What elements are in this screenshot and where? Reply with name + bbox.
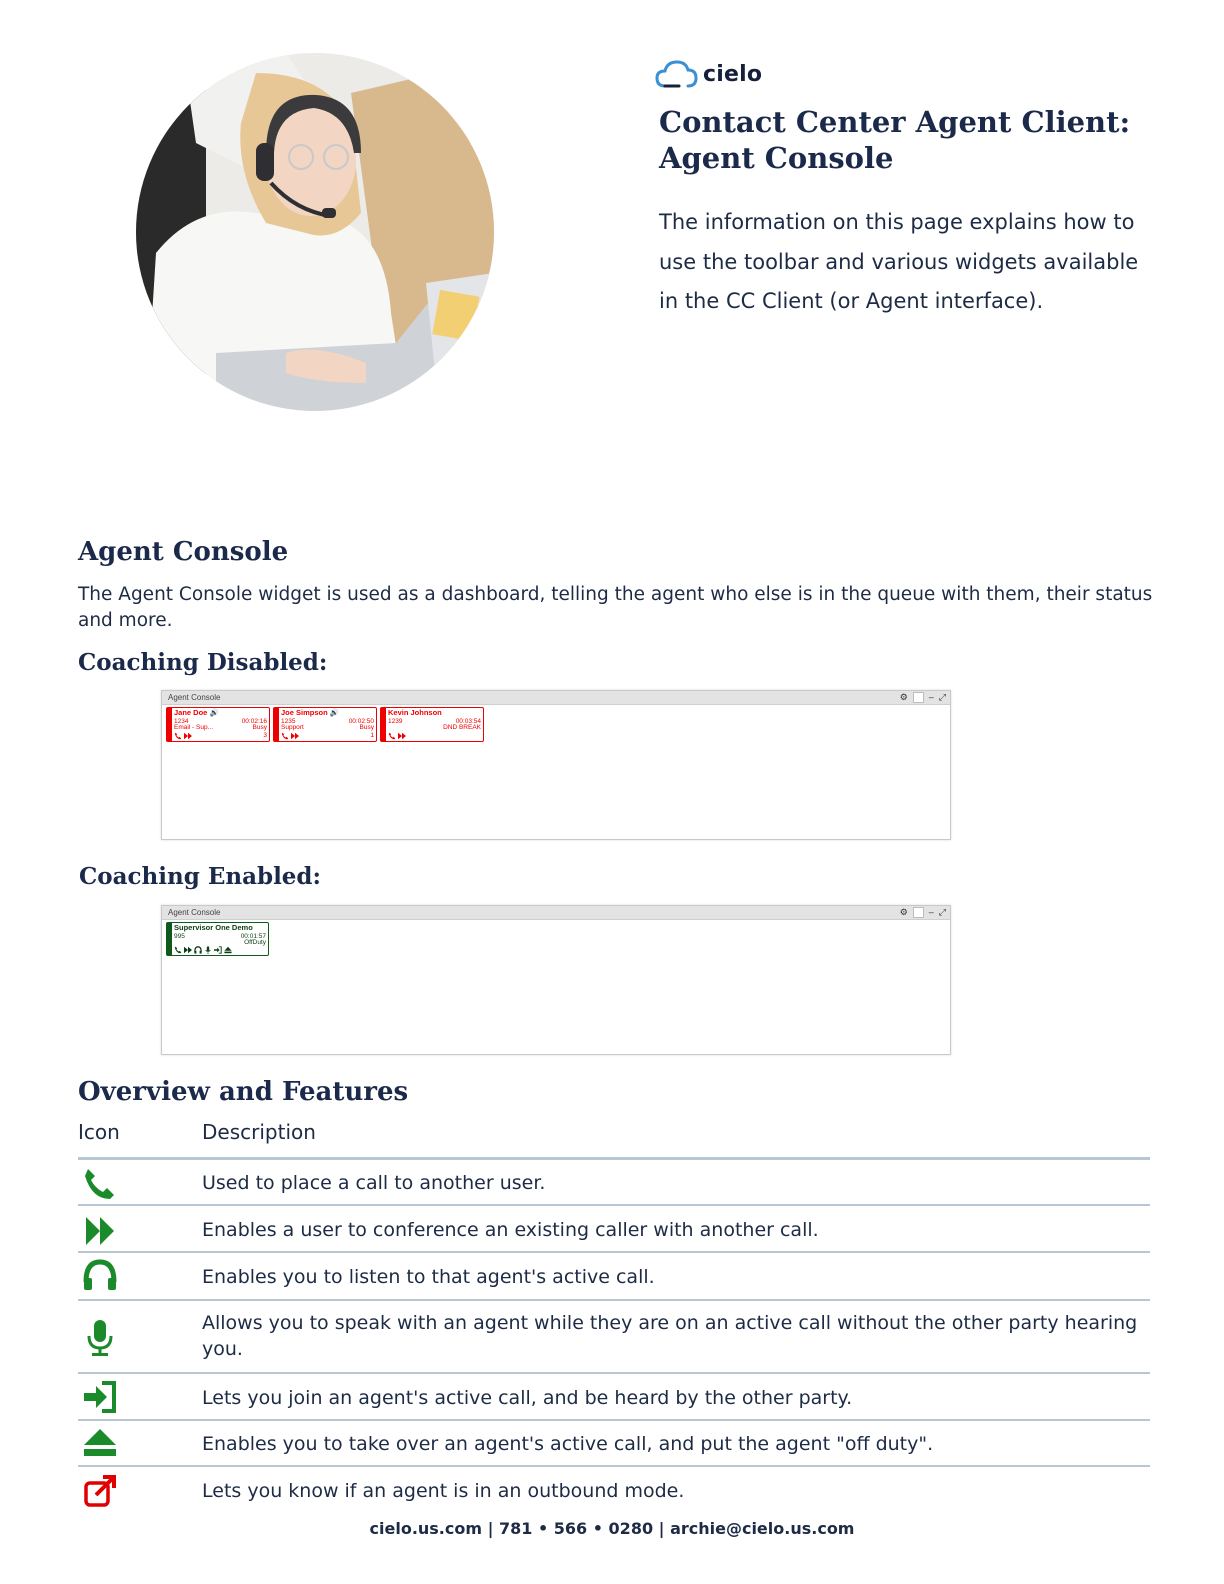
- table-row: [78, 1301, 1150, 1374]
- agent-extension: 995: [174, 933, 185, 940]
- agent-status: OffDuty: [244, 939, 266, 946]
- agent-status: Busy: [359, 724, 374, 731]
- table-row: [78, 1160, 1150, 1206]
- phone-icon[interactable]: [174, 946, 182, 954]
- row-description: Used to place a call to another user.: [202, 1172, 546, 1194]
- agent-count: 1: [370, 732, 374, 739]
- agent-extension: 1239: [388, 718, 403, 725]
- agent-queue: Support: [281, 724, 304, 731]
- footer-contact: cielo.us.com | 781 • 566 • 0280 | archie@cielo.us.com: [369, 1519, 855, 1538]
- phone-icon[interactable]: [281, 732, 289, 740]
- blank-box-icon[interactable]: [913, 692, 924, 703]
- table-row: [78, 1374, 1150, 1421]
- table-row: [78, 1421, 1150, 1467]
- eject-icon[interactable]: [224, 946, 232, 954]
- expand-icon[interactable]: ⤢: [938, 692, 946, 702]
- phone-icon[interactable]: [174, 732, 182, 740]
- phone-icon[interactable]: [388, 732, 396, 740]
- agent-photo: [136, 53, 494, 411]
- row-description: Enables a user to conference an existing caller with another call.: [202, 1219, 819, 1241]
- section-description: The Agent Console widget is used as a dashboard, telling the agent who else is in the queue with them, their status and more.: [78, 584, 1153, 631]
- agent-timer: 00:01:57: [240, 933, 266, 940]
- row-description: Lets you join an agent's active call, and be heard by the other party.: [202, 1387, 853, 1409]
- row-description: Enables you to take over an agent's active call, and put the agent "off duty".: [202, 1433, 934, 1455]
- section-heading: Agent Console: [78, 537, 289, 567]
- table-row: [78, 1206, 1150, 1253]
- agent-extension: 1235: [281, 718, 296, 725]
- column-header-description: Description: [202, 1120, 316, 1144]
- agent-name: Jane Doe: [174, 708, 208, 717]
- fast-forward-icon[interactable]: [398, 732, 406, 740]
- title-line-1: Contact Center Agent Client:: [659, 105, 1131, 139]
- agent-card[interactable]: [380, 707, 484, 742]
- widget-header: [162, 691, 950, 705]
- coaching-enabled-heading: Coaching Enabled:: [79, 863, 322, 890]
- brand-name: cielo: [703, 61, 763, 87]
- features-heading: Overview and Features: [78, 1077, 409, 1107]
- minimize-icon[interactable]: –: [928, 907, 934, 917]
- gear-icon[interactable]: ⚙: [899, 692, 908, 702]
- page-title: [659, 104, 1179, 176]
- blank-box-icon[interactable]: [913, 907, 924, 918]
- eject-icon: [80, 1423, 120, 1463]
- fast-forward-icon: [80, 1211, 120, 1251]
- widget-title: Agent Console: [168, 908, 221, 917]
- agent-count: 3: [263, 732, 267, 739]
- widget-header: [162, 906, 950, 920]
- cloud-icon: [655, 58, 699, 90]
- speaker-icon: 🔊: [209, 708, 219, 717]
- cielo-logo: [655, 58, 762, 90]
- row-description: Allows you to speak with an agent while they are on an active call without the other party hearing you.: [202, 1312, 1138, 1360]
- headphones-icon[interactable]: [194, 946, 202, 954]
- external-link-icon: [80, 1472, 120, 1512]
- gear-icon[interactable]: ⚙: [899, 907, 908, 917]
- agent-name: Joe Simpson: [281, 708, 328, 717]
- sign-in-icon[interactable]: [214, 946, 222, 954]
- table-row: [78, 1253, 1150, 1301]
- fast-forward-icon[interactable]: [184, 732, 192, 740]
- agent-status: Busy: [252, 724, 267, 731]
- agent-timer: 00:03:54: [455, 718, 481, 725]
- agent-extension: 1234: [174, 718, 189, 725]
- agent-console-widget-enabled: [161, 905, 951, 1055]
- agent-name: Supervisor One Demo: [174, 923, 253, 932]
- microphone-icon[interactable]: [204, 946, 212, 954]
- minimize-icon[interactable]: –: [928, 692, 934, 702]
- supervisor-card[interactable]: [166, 922, 269, 956]
- column-header-icon: Icon: [78, 1120, 120, 1144]
- row-description: Lets you know if an agent is in an outbound mode.: [202, 1480, 685, 1502]
- coaching-disabled-heading: Coaching Disabled:: [78, 649, 328, 676]
- fast-forward-icon[interactable]: [291, 732, 299, 740]
- title-line-2: Agent Console: [659, 141, 894, 175]
- features-table-header: [78, 1120, 1150, 1160]
- agent-console-widget-disabled: [161, 690, 951, 840]
- speaker-icon: 🔊: [329, 708, 340, 717]
- agent-timer: 00:02:16: [241, 718, 267, 725]
- sign-in-icon: [80, 1377, 120, 1417]
- intro-text: The information on this page explains how to use the toolbar and various widgets available in the CC Client (or Agent interface).: [659, 210, 1139, 313]
- headphones-icon: [80, 1256, 120, 1296]
- widget-title: Agent Console: [168, 693, 221, 702]
- row-description: Enables you to listen to that agent's active call.: [202, 1266, 655, 1288]
- table-row: [78, 1467, 1150, 1513]
- agent-queue: Email - Sup...: [174, 724, 214, 731]
- agent-card[interactable]: [166, 707, 270, 742]
- expand-icon[interactable]: ⤢: [938, 907, 946, 917]
- agent-timer: 00:02:50: [348, 718, 374, 725]
- phone-icon: [80, 1164, 120, 1204]
- agent-status: DND BREAK: [443, 724, 481, 731]
- fast-forward-icon[interactable]: [184, 946, 192, 954]
- agent-name: Kevin Johnson: [388, 708, 442, 717]
- agent-card[interactable]: [273, 707, 377, 742]
- microphone-icon: [80, 1318, 120, 1358]
